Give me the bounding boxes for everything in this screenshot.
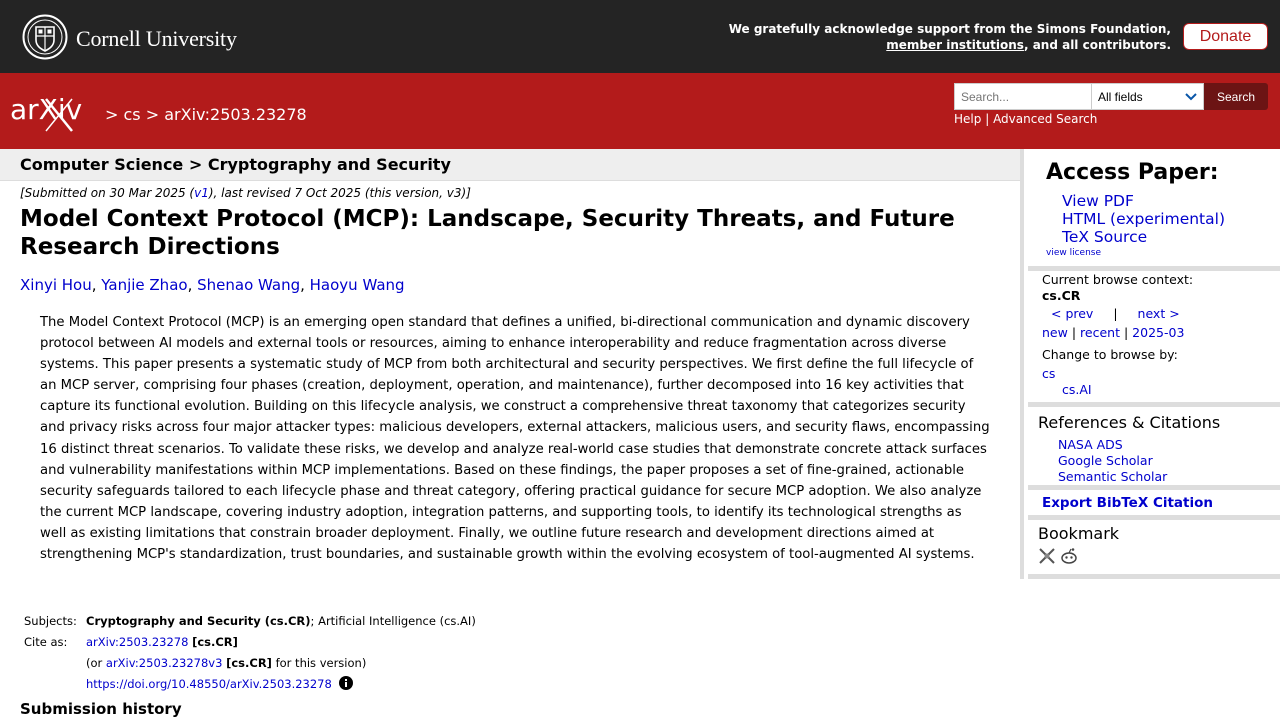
nav-separator: |: [1113, 306, 1118, 321]
member-institutions-link[interactable]: member institutions: [886, 37, 1024, 52]
month-link[interactable]: 2025-03: [1132, 325, 1185, 340]
divider: [1028, 574, 1280, 579]
crumb-cs[interactable]: cs: [123, 105, 141, 124]
version-v1-link[interactable]: v1: [194, 186, 209, 200]
help-link[interactable]: Help: [954, 112, 982, 126]
cite-version-value: [84, 654, 478, 673]
divider: [1028, 485, 1280, 490]
secondary-subjects: ; Artificial Intelligence (cs.AI): [310, 614, 476, 628]
bookmark-icons: [1038, 547, 1078, 569]
subjects-row: [22, 612, 478, 631]
support-line1: We gratefully acknowledge support from the Simons Foundation,: [728, 22, 1171, 36]
cornell-logo[interactable]: [22, 14, 237, 64]
browse-context-box: [1028, 271, 1280, 407]
subject-header-text: Computer Science > Cryptography and Security: [20, 155, 451, 174]
support-message: [701, 22, 1171, 53]
nasa-ads-link[interactable]: NASA ADS: [1058, 437, 1123, 452]
cornell-banner: [0, 0, 1280, 73]
crumb-separator: >: [105, 105, 119, 124]
sidebar: [1020, 149, 1280, 579]
breadcrumb: [105, 105, 307, 124]
nav-separator: |: [1123, 325, 1129, 340]
search-field-select[interactable]: [1091, 83, 1204, 110]
bibsonomy-icon[interactable]: [1038, 547, 1056, 569]
doi-value: [84, 675, 478, 696]
browse-cs-link[interactable]: cs: [1042, 366, 1056, 381]
dateline-start: [Submitted on 30 Mar 2025 (: [20, 186, 195, 200]
dateline-end: ), last revised 7 Oct 2025 (this version, v3)]: [208, 186, 471, 200]
semantic-scholar-link[interactable]: Semantic Scholar: [1058, 469, 1168, 484]
list-nav: [1042, 325, 1184, 340]
doi-row: [22, 675, 478, 696]
subjects-value: [84, 612, 478, 631]
author-list: Xinyi Hou, Yanjie Zhao, Shenao Wang, Haoyu Wang: [20, 276, 405, 294]
author-link[interactable]: Shenao Wang: [197, 276, 301, 294]
support-line2: , and all contributors.: [1023, 37, 1171, 52]
prev-next-nav: [1051, 306, 1180, 321]
crumb-separator: >: [145, 105, 160, 124]
access-paper-heading: Access Paper:: [1046, 160, 1219, 185]
cite-version-link[interactable]: arXiv:2503.23278v3: [105, 656, 223, 670]
arxiv-header: [0, 73, 1280, 149]
author-link[interactable]: Xinyi Hou: [20, 276, 92, 294]
donate-button[interactable]: Donate: [1183, 23, 1268, 50]
university-name: Cornell University: [76, 26, 237, 51]
info-icon[interactable]: [339, 676, 353, 695]
references-heading: References & Citations: [1038, 413, 1221, 432]
cite-version-prefix: (or: [86, 656, 106, 670]
abstract: The Model Context Protocol (MCP) is an emerging open standard that defines a unified, bi-directional communication and dynamic discovery protocol between AI models and external tools or resources, aiming to enhance interoperability and reduce fragmentation across diverse systems. This paper presents a systematic study of MCP from both architectural and security perspectives. We first define the full lifecycle of an MCP server, comprising four phases (creation, deployment, operation, and maintenance), further decomposed into 16 key activities that capture its functional evolution. Building on this lifecycle analysis, we construct a comprehensive threat taxonomy that categorizes security and privacy risks across four major attacker types: malicious developers, external attackers, malicious users, and security flaws, encompassing 16 distinct threat scenarios. To validate these risks, we develop and analyze real-world case studies that demonstrate concrete attack surfaces and vulnerability manifestations within MCP implementations. Based on these findings, the paper proposes a set of fine-grained, actionable security safeguards tailored to each lifecycle phase and threat category, offering practical guidance for secure MCP adoption. We also analyze the current MCP landscape, covering industry adoption, integration patterns, and supporting tools, to identify its technological strengths as well as existing limitations that constrain broader deployment. Finally, we outline future research and development directions aimed at strengthening MCP's standardization, trust boundaries, and sustainable growth within the evolving ecosystem of tool-augmented AI systems.: [40, 315, 990, 563]
cornell-seal-icon: [22, 14, 68, 64]
reddit-icon[interactable]: [1060, 547, 1078, 569]
nav-separator: |: [1071, 325, 1077, 340]
access-paper-box: [1028, 149, 1280, 271]
arxiv-logo-icon[interactable]: [10, 91, 102, 137]
chevron-down-icon: [1185, 90, 1197, 104]
help-links: [954, 112, 1097, 126]
tex-source-link[interactable]: TeX Source: [1062, 228, 1148, 246]
subject-header: [0, 149, 1020, 181]
cite-link[interactable]: arXiv:2503.23278: [86, 635, 189, 649]
crumb-paper-id: arXiv:2503.23278: [164, 105, 307, 124]
author-link[interactable]: Haoyu Wang: [309, 276, 405, 294]
search-field-value: All fields: [1098, 89, 1143, 104]
cite-value: [84, 633, 478, 652]
cite-version-tag: [cs.CR]: [226, 656, 272, 670]
arxiv-logo-text: arXiv: [10, 93, 83, 126]
access-links: [1062, 192, 1225, 246]
new-link[interactable]: new: [1042, 325, 1068, 340]
cite-tag: [cs.CR]: [192, 635, 238, 649]
view-license-link[interactable]: view license: [1046, 248, 1102, 258]
cite-row: [22, 633, 478, 652]
cite-label: Cite as:: [24, 635, 68, 649]
subjects-label: Subjects:: [24, 614, 77, 628]
paper-title: Model Context Protocol (MCP): Landscape, Security Threats, and Future Research Directions: [20, 206, 955, 260]
browse-cs-ai-link[interactable]: cs.AI: [1062, 382, 1092, 397]
submission-history-heading: Submission history: [20, 700, 182, 718]
bookmark-heading: Bookmark: [1038, 524, 1120, 543]
references-links: [1058, 437, 1167, 485]
advanced-search-link[interactable]: Advanced Search: [993, 112, 1098, 126]
export-bibtex-link[interactable]: Export BibTeX Citation: [1042, 495, 1214, 511]
help-separator: |: [985, 112, 990, 126]
next-link[interactable]: next >: [1137, 306, 1180, 321]
search-input[interactable]: [954, 83, 1092, 110]
recent-link[interactable]: recent: [1080, 325, 1120, 340]
view-pdf-link[interactable]: View PDF: [1062, 192, 1134, 210]
primary-subject: Cryptography and Security (cs.CR): [86, 614, 311, 628]
metadata-table: [20, 610, 480, 698]
prev-link[interactable]: < prev: [1051, 306, 1094, 321]
submission-dateline: [20, 186, 471, 200]
cite-version-suffix: for this version): [271, 656, 367, 670]
divider: [1028, 515, 1280, 520]
doi-link[interactable]: https://doi.org/10.48550/arXiv.2503.23278: [86, 677, 332, 691]
context-label: Current browse context:: [1042, 272, 1194, 287]
change-browse-label: Change to browse by:: [1042, 347, 1178, 362]
google-scholar-link[interactable]: Google Scholar: [1058, 453, 1153, 468]
cite-version-row: [22, 654, 478, 673]
author-link[interactable]: Yanjie Zhao: [101, 276, 188, 294]
search-button[interactable]: Search: [1204, 83, 1268, 110]
html-link[interactable]: HTML (experimental): [1062, 210, 1225, 228]
context-value: cs.CR: [1042, 288, 1081, 303]
